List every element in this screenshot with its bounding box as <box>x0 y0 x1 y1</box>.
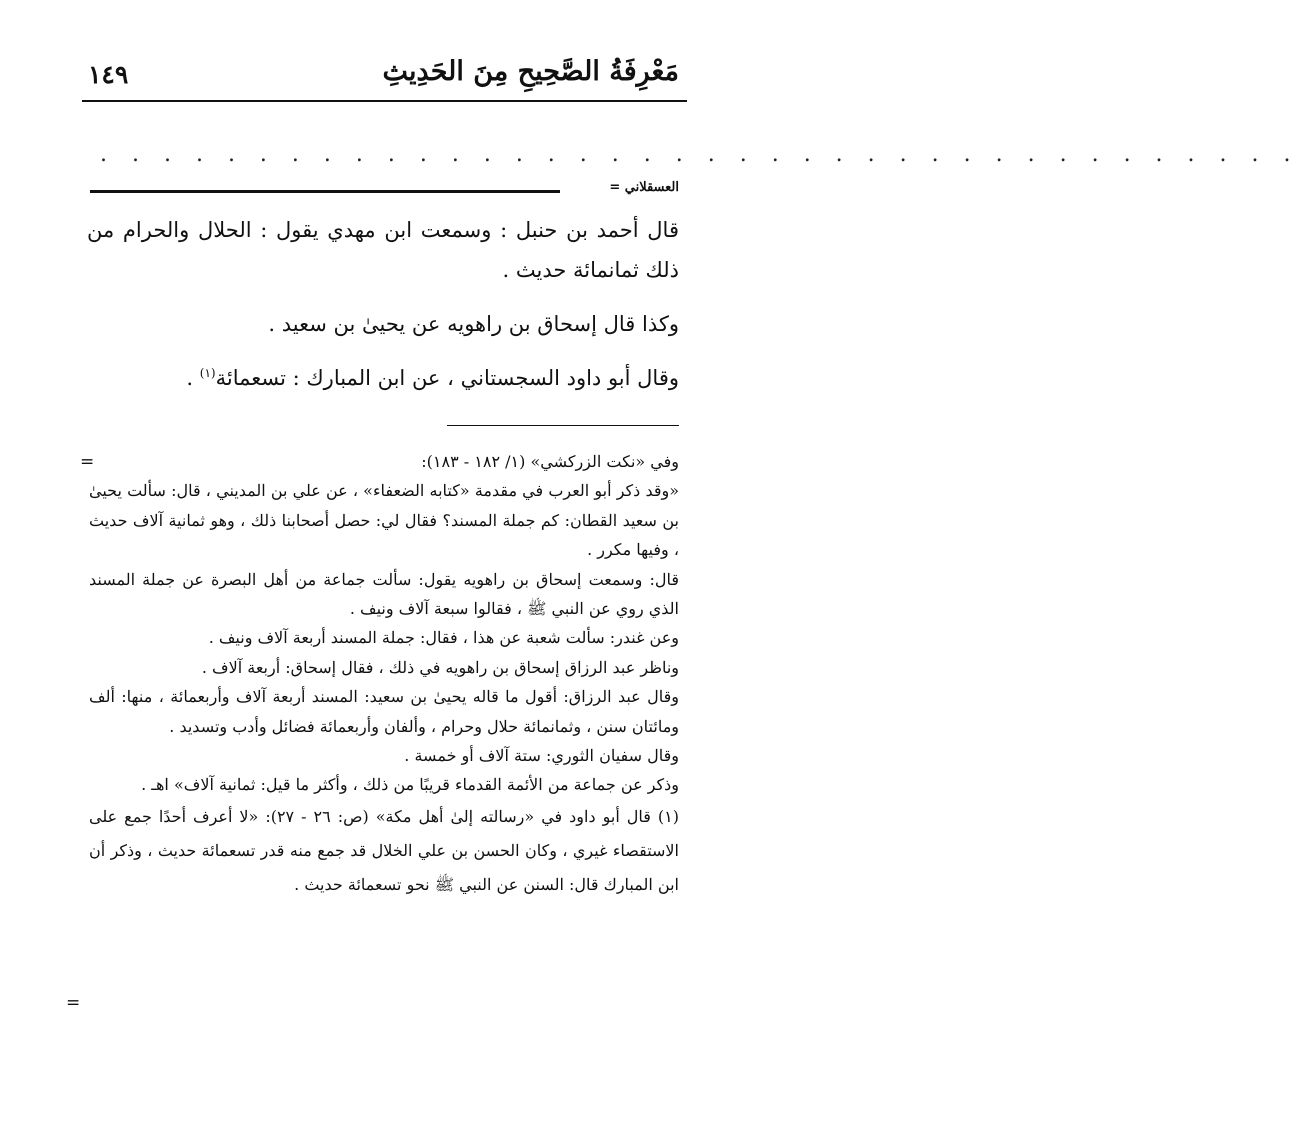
main-paragraph: قال أحمد بن حنبل : وسمعت ابن مهدي يقول : الحلال والحرام من ذلك ثمانمائة حديث . <box>87 218 679 282</box>
section-tag: العسقلاني = <box>609 180 679 195</box>
header-rule <box>82 100 687 102</box>
main-paragraph <box>87 358 679 398</box>
footnote-reference: (١) <box>199 366 216 380</box>
footnote-line: وعن غندر: سألت شعبة عن هذا ، فقال: جملة المسند أربعة آلاف ونيف . <box>208 628 679 648</box>
footnote-line: «وقد ذكر أبو العرب في مقدمة «كتابه الضعفاء» ، عن علي بن المديني ، قال: سألت يحيىٰ بن سعيد القطان: كم جملة المسند؟ فقال لي: حصل أصحابنا ذلك ، وهو ثمانية آلاف حديث ، وفيها مكرر . <box>89 481 679 560</box>
main-text <box>87 210 679 398</box>
footnote-line: (١) قال أبو داود في «رسالته إلىٰ أهل مكة» (ص: ٢٦ - ٢٧): «لا أعرف أحدًا جمع على الاستقصاء غيري ، وكان الحسن بن علي الخلال قد جمع منه قدر تسعمائة حديث ، وذكر أن ابن المبارك قال: السنن عن النبي ﷺ نحو تسعمائة حديث . <box>89 806 679 894</box>
footnote-line: وقال سفيان الثوري: ستة آلاف أو خمسة . <box>404 746 679 766</box>
footnote-line: وناظر عبد الرزاق إسحاق بن راهويه في ذلك ، فقال إسحاق: أربعة آلاف . <box>201 657 679 677</box>
end-period: . <box>186 366 194 390</box>
page-title: مَعْرِفَةُ الصَّحِيحِ مِنَ الحَدِيثِ <box>382 56 679 87</box>
ellipsis-dots: . . . . . . . . . . . . . . . . . . . . . . . . . . . . . . . . . . . . . . <box>100 142 1300 167</box>
continuation-mark-top: = <box>80 452 95 472</box>
footnote-line: وذكر عن جماعة من الأئمة القدماء قريبًا من ذلك ، وأكثر ما قيل: ثمانية آلاف» اهـ . <box>141 775 679 795</box>
footnote-rule <box>447 425 679 426</box>
main-paragraph-text: وقال أبو داود السجستاني ، عن ابن المبارك : تسعمائة <box>215 366 679 390</box>
footnote-line: قال: وسمعت إسحاق بن راهويه يقول: سألت جماعة من أهل البصرة عن جملة المسند الذي روي عن النبي ﷺ ، فقالوا سبعة آلاف ونيف . <box>89 569 679 619</box>
main-paragraph: وكذا قال إسحاق بن راهويه عن يحيىٰ بن سعيد . <box>268 312 679 336</box>
footnotes <box>89 447 679 902</box>
section-rule <box>90 190 560 193</box>
footnote-line: وفي «نكت الزركشي» (١/ ١٨٢ - ١٨٣): <box>421 452 679 471</box>
continuation-mark-bottom: = <box>66 993 81 1013</box>
footnote-line: وقال عبد الرزاق: أقول ما قاله يحيىٰ بن سعيد: المسند أربعة آلاف وأربعمائة ، منها: ألف ومائتان سنن ، وثمانمائة حلال وحرام ، وألفان وأربعمائة فضائل وأدب وتسديد . <box>89 687 679 736</box>
page-number: ١٤٩ <box>88 60 129 89</box>
